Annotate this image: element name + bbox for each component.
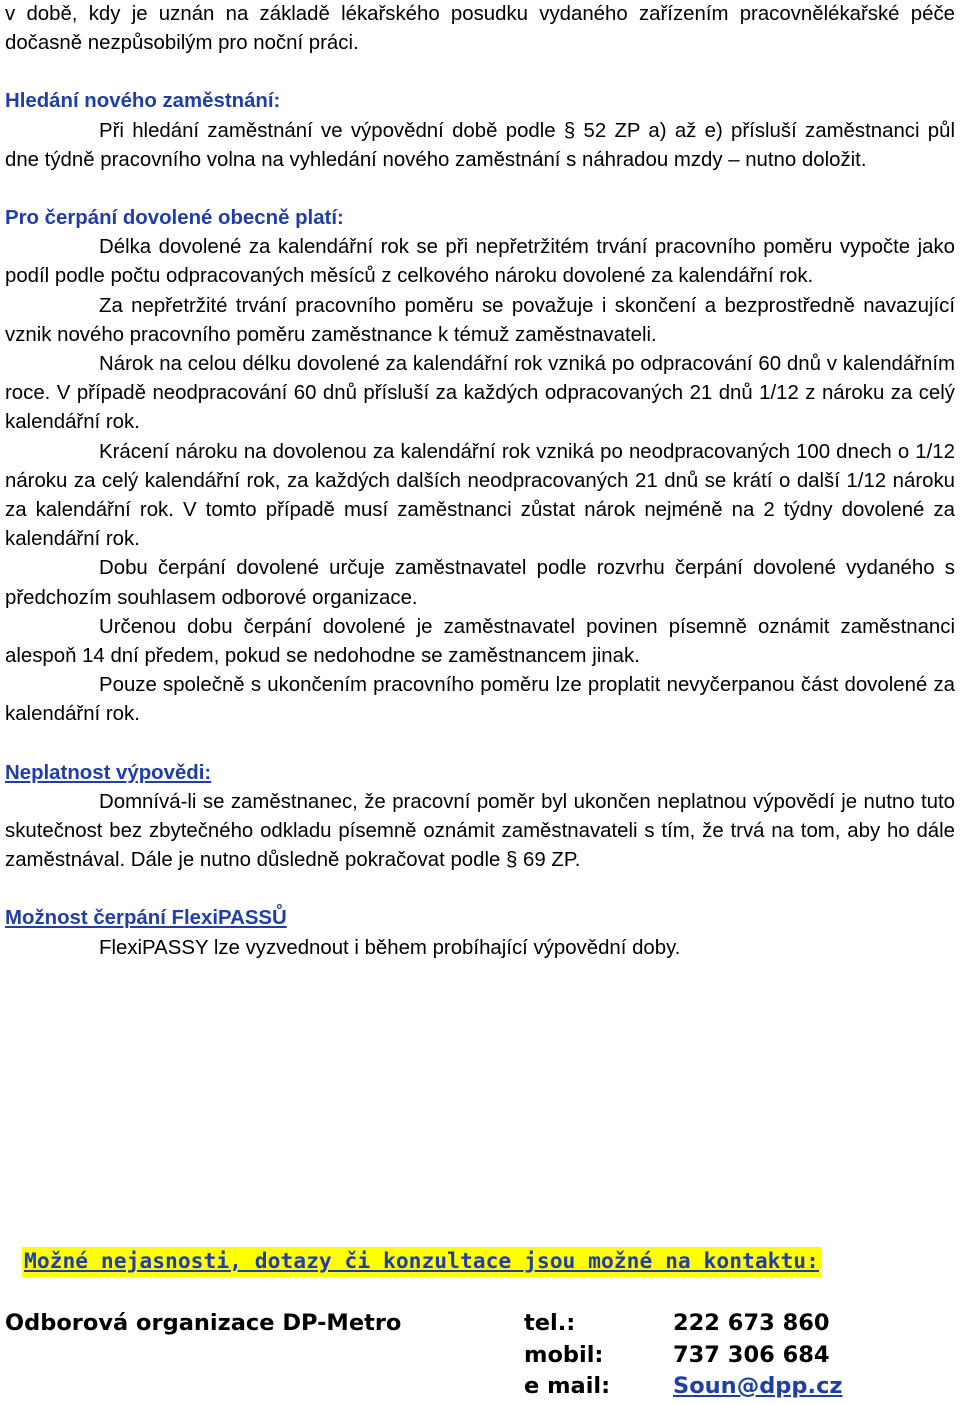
intro-paragraph: v době, kdy je uznán na základě lékařského posudku vydaného zařízením pracovnělékařské péče dočasně nezpůsobilým pro noční práci. [5, 3, 955, 55]
organization-name: Odborová organizace DP-Metro [5, 1310, 402, 1336]
paragraph-hledani: Při hledání zaměstnání ve výpovědní době podle § 52 ZP a) až e) přísluší zaměstnanci půl dne týdně pracovního volna na vyhledání nového zaměstnání s náhradou mzdy – nutno doložit. [5, 119, 955, 171]
spacer [5, 175, 955, 204]
tel-value: 222 673 860 [673, 1310, 830, 1336]
document-page [5, 0, 955, 963]
spacer [5, 58, 955, 87]
tel-label: tel.: [524, 1310, 576, 1336]
section-heading-hledani: Hledání nového zaměstnání: [5, 90, 281, 113]
paragraph-dovolena-6: Určenou dobu čerpání dovolené je zaměstnavatel povinen písemně oznámit zaměstnanci alespoň 14 dní předem, pokud se nedohodne se zaměstnancem jinak. [5, 615, 955, 668]
spacer [5, 730, 955, 759]
paragraph-dovolena-5: Dobu čerpání dovolené určuje zaměstnavatel podle rozvrhu čerpání dovolené vydaného s předchozím souhlasem odborové organizace. [5, 557, 955, 609]
paragraph-dovolena-7: Pouze společně s ukončením pracovního poměru lze proplatit nevyčerpanou část dovolené za kalendářní rok. [5, 674, 955, 726]
paragraph-dovolena-1: Délka dovolené za kalendářní rok se při nepřetržitém trvání pracovního poměru vypočte jako podíl podle počtu odpracovaných měsíců z celkového nároku dovolené za kalendářní rok. [5, 236, 955, 288]
email-label: e mail: [524, 1373, 611, 1399]
paragraph-dovolena-2: Za nepřetržité trvání pracovního poměru se považuje i skončení a bezprostředně navazující vznik nového pracovního poměru zaměstnance k témuž zaměstnavateli. [5, 294, 955, 346]
paragraph-flexipass: FlexiPASSY lze vyzvednout i během probíhající výpovědní doby. [99, 936, 681, 959]
contact-row-tel [5, 1308, 955, 1340]
contact-block [5, 1308, 955, 1403]
paragraph-dovolena-4: Krácení nároku na dovolenou za kalendářní rok vzniká po neodpracovaných 100 dnech o 1/12 nároku za celý kalendářní rok, za každých dalších neodpracovaných 21 dnů se krátí o další 1/12 nároku za kalendářní rok. V tomto případě musí zaměstnanci zůstat nárok nejméně na 2 týdny dovolené za kalendářní rok. [5, 440, 955, 551]
spacer [5, 875, 955, 904]
email-link[interactable]: Soun@dpp.cz [673, 1373, 843, 1399]
contact-row-mobil [5, 1340, 955, 1372]
contact-row-email [5, 1371, 955, 1403]
paragraph-neplatnost: Domnívá-li se zaměstnanec, že pracovní poměr byl ukončen neplatnou výpovědí je nutno tuto skutečnost bez zbytečného odkladu písemně oznámit zaměstnavateli s tím, že trvá na tom, aby ho dále zaměstnával. Dále je nutno důsledně pokračovat podle § 69 ZP. [5, 790, 955, 872]
mobil-value: 737 306 684 [673, 1341, 830, 1368]
mobil-label: mobil: [524, 1341, 604, 1368]
contact-banner: Možné nejasnosti, dotazy či konzultace jsou možné na kontaktu: [22, 1247, 821, 1277]
section-heading-flexipass: Možnost čerpání FlexiPASSŮ [5, 907, 287, 930]
paragraph-dovolena-3: Nárok na celou délku dovolené za kalendářní rok vzniká po odpracování 60 dnů v kalendářním roce. V případě neodpracování 60 dnů přísluší za každých odpracovaných 21 dnů 1/12 z nároku za celý kalendářní rok. [5, 353, 955, 434]
section-heading-dovolena: Pro čerpání dovolené obecně platí: [5, 207, 344, 230]
section-heading-neplatnost: Neplatnost výpovědi: [5, 761, 212, 784]
